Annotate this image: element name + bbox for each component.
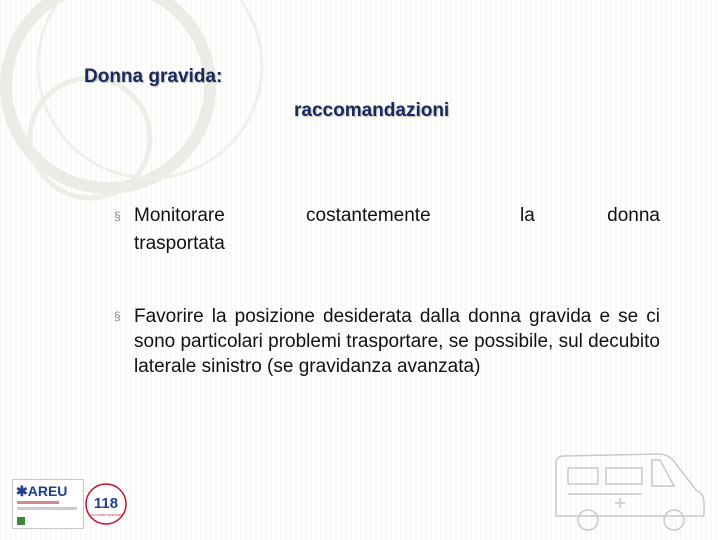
118-logo — [84, 482, 128, 526]
item-word: costantemente — [306, 205, 431, 226]
slide-title: Donna gravida: — [84, 66, 223, 87]
bullet-marker: § — [114, 309, 121, 323]
list-item — [134, 205, 660, 230]
118-logo-number: 118 — [93, 495, 119, 512]
ambulance-icon — [548, 446, 712, 536]
item-word: Monitorare — [134, 205, 225, 226]
bullet-marker: § — [114, 209, 121, 223]
item-word: donna — [607, 205, 660, 226]
list-item: Favorire la posizione desiderata dalla donna gravida e se ci sono particolari problemi trasportare, se possibile, sul decubito laterale sinistro (se gravidanza avanzata) — [134, 306, 660, 377]
region-emblem-icon — [17, 517, 25, 525]
star-of-life-icon: ✱ — [16, 483, 28, 499]
slide-subtitle: raccomandazioni — [294, 100, 450, 121]
item-word: la — [520, 205, 535, 226]
areu-logo — [12, 479, 84, 529]
list-item-continuation: trasportata — [134, 233, 225, 254]
118-logo-subtitle: SOCCORSO SANITARIO — [88, 513, 124, 517]
areu-logo-text: AREU — [27, 483, 68, 499]
